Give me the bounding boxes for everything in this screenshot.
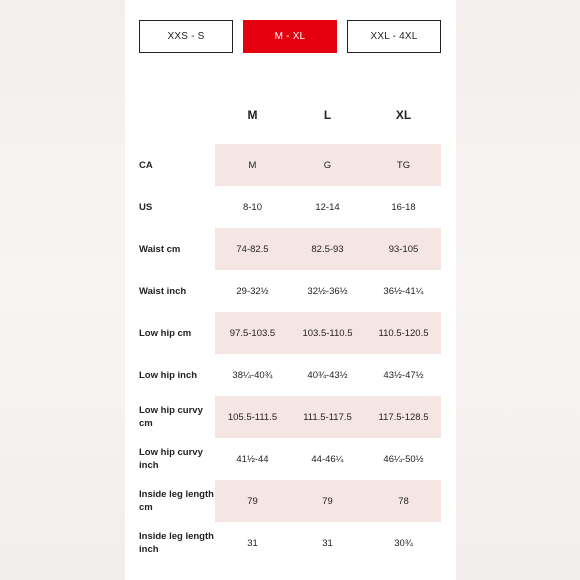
column-header: XL <box>395 108 412 122</box>
row-label: CA <box>139 159 153 171</box>
row-cells <box>215 144 441 186</box>
table-cell: 36½-41¼ <box>383 285 424 297</box>
table-cell: 46¼-50½ <box>383 453 424 465</box>
table-row <box>125 270 456 312</box>
table-cell: 110.5-120.5 <box>378 327 429 339</box>
size-range-tabs <box>139 20 442 53</box>
table-cell: 31 <box>247 537 258 549</box>
table-cell: 38¼-40¾ <box>232 369 273 381</box>
row-cells <box>215 396 441 438</box>
column-header: M <box>247 108 258 122</box>
table-cell: 29-32½ <box>236 285 269 297</box>
table-row <box>125 396 456 438</box>
table-cell: 30¾ <box>394 537 413 549</box>
row-cells <box>215 312 441 354</box>
row-label: Low hip curvy inch <box>139 447 203 471</box>
table-cell: 79 <box>247 495 258 507</box>
table-cell: 97.5-103.5 <box>229 327 276 339</box>
table-row <box>125 186 456 228</box>
table-cell: 105.5-111.5 <box>227 411 278 423</box>
table-row <box>125 354 456 396</box>
table-row <box>125 312 456 354</box>
table-row <box>125 228 456 270</box>
row-label: Low hip curvy cm <box>139 405 203 429</box>
size-guide-panel <box>125 0 456 580</box>
row-label: Waist inch <box>139 285 187 297</box>
table-cell: 31 <box>322 537 333 549</box>
row-cells <box>215 480 441 522</box>
table-cell: 117.5-128.5 <box>378 411 429 423</box>
row-cells <box>215 186 441 228</box>
table-cell: 74-82.5 <box>236 243 269 255</box>
table-cell: 82.5-93 <box>311 243 344 255</box>
table-cell: 78 <box>398 495 409 507</box>
table-cell: 12-14 <box>315 201 340 213</box>
row-cells <box>215 270 441 312</box>
row-label: Low hip cm <box>139 327 192 339</box>
table-cell: 103.5-110.5 <box>302 327 353 339</box>
row-label: Inside leg length cm <box>139 489 214 513</box>
row-cells <box>215 522 441 564</box>
background-right <box>455 0 580 580</box>
tab-xxs-s[interactable]: XXS - S <box>139 20 233 53</box>
tab-m-xl[interactable]: M - XL <box>243 20 337 53</box>
table-cell: 40¾-43½ <box>307 369 348 381</box>
table-cell: G <box>323 159 332 171</box>
table-cell: 16-18 <box>391 201 416 213</box>
table-row <box>125 438 456 480</box>
table-row <box>125 522 456 564</box>
size-table-header <box>125 108 456 138</box>
background-left <box>0 0 125 580</box>
row-label: Waist cm <box>139 243 181 255</box>
table-cell: 93-105 <box>388 243 419 255</box>
row-cells <box>215 228 441 270</box>
table-cell: TG <box>396 159 411 171</box>
column-header: L <box>323 108 332 122</box>
table-cell: 32½-36½ <box>307 285 348 297</box>
table-cell: 41½-44 <box>236 453 269 465</box>
row-label: US <box>139 201 153 213</box>
table-cell: 8-10 <box>242 201 262 213</box>
tab-xxl-4xl[interactable]: XXL - 4XL <box>347 20 441 53</box>
table-cell: 111.5-117.5 <box>303 411 352 423</box>
table-row <box>125 480 456 522</box>
row-cells <box>215 438 441 480</box>
table-cell: 43½-47½ <box>383 369 424 381</box>
row-label: Inside leg length inch <box>139 531 214 555</box>
table-row <box>125 144 456 186</box>
table-cell: 44-46¼ <box>311 453 344 465</box>
row-cells <box>215 354 441 396</box>
row-label: Low hip inch <box>139 369 198 381</box>
table-cell: 79 <box>322 495 333 507</box>
table-cell: M <box>248 159 257 171</box>
